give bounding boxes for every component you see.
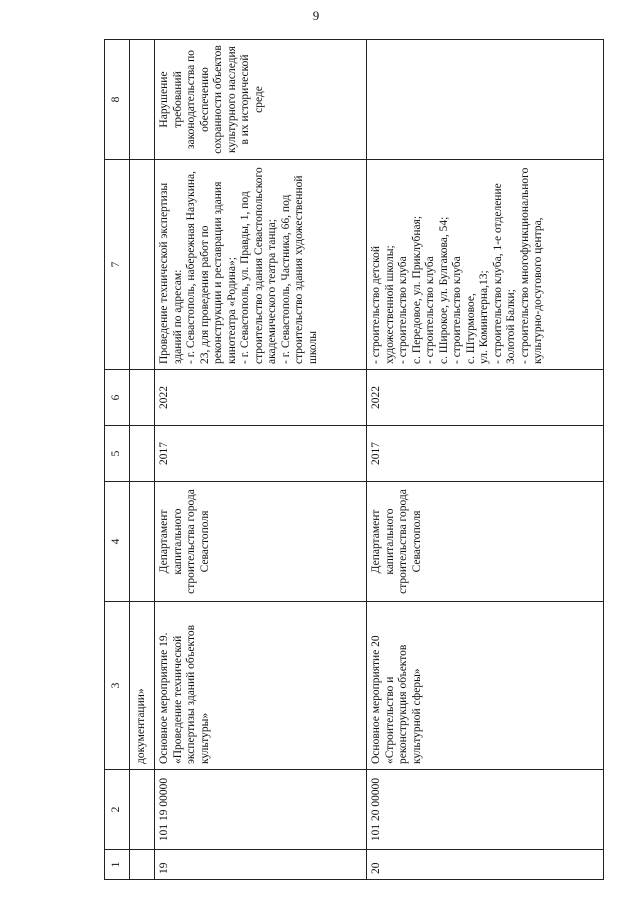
table-row xyxy=(367,40,604,880)
row-end-year: 2022 xyxy=(367,370,604,426)
row-code: 101 20 00000 xyxy=(367,770,604,850)
header-cell: 5 xyxy=(105,426,130,482)
continuation-row xyxy=(130,40,155,880)
header-cell: 6 xyxy=(105,370,130,426)
row-result: Проведение технической экспертизы зданий по адресам: - г. Севастополь, набережная Назукина, 23, для проведения работ по реконструкции и реставрации здания кинотеатра «Родина»; - г. Севастополь, ул. Правды, 1, под строительство здания Севастопольского академического театра танца; - г. Севастополь, Частника, 66, под строительство здания художественной школы xyxy=(155,160,367,370)
header-cell: 3 xyxy=(105,602,130,770)
header-cell: 7 xyxy=(105,160,130,370)
page-number: 9 xyxy=(312,8,320,23)
header-row xyxy=(105,40,130,880)
header-cell: 8 xyxy=(105,40,130,160)
row-code: 101 19 00000 xyxy=(155,770,367,850)
continuation-text: документации» xyxy=(130,602,155,770)
row-start-year: 2017 xyxy=(155,426,367,482)
table-row xyxy=(155,40,367,880)
row-event: Основное мероприятие 19. «Проведение технической экспертизы зданий объектов культуры» xyxy=(155,602,367,770)
header-cell: 2 xyxy=(105,770,130,850)
row-result: - строительство детской художественной школы; - строительство клуба с. Передовое, ул. Приклубная; - строительство клуба с. Широкое, ул. Булгакова, 54; - строительство клуба с. Штурмовое, ул. Коминтерна,13; - строительство клуба, 1-е отделение Золотой Балки; - строительство многофункционального культурно-досугового центра, xyxy=(367,160,604,370)
header-cell: 1 xyxy=(105,850,130,880)
row-number: 20 xyxy=(367,850,604,880)
row-executor: Департамент капитального строительства города Севастополя xyxy=(155,482,367,602)
rotated-table-container xyxy=(104,40,604,880)
row-consequence xyxy=(367,40,604,160)
row-event: Основное мероприятие 20 «Строительство и реконструкция объектов культурной сферы» xyxy=(367,602,604,770)
program-table xyxy=(104,39,604,880)
header-cell: 4 xyxy=(105,482,130,602)
row-consequence: Нарушение требований законодательства по обеспечению сохранности объектов культурного наследия в их исторической среде xyxy=(155,40,367,160)
row-end-year: 2022 xyxy=(155,370,367,426)
row-executor: Департамент капитального строительства города Севастополя xyxy=(367,482,604,602)
row-number: 19 xyxy=(155,850,367,880)
row-start-year: 2017 xyxy=(367,426,604,482)
